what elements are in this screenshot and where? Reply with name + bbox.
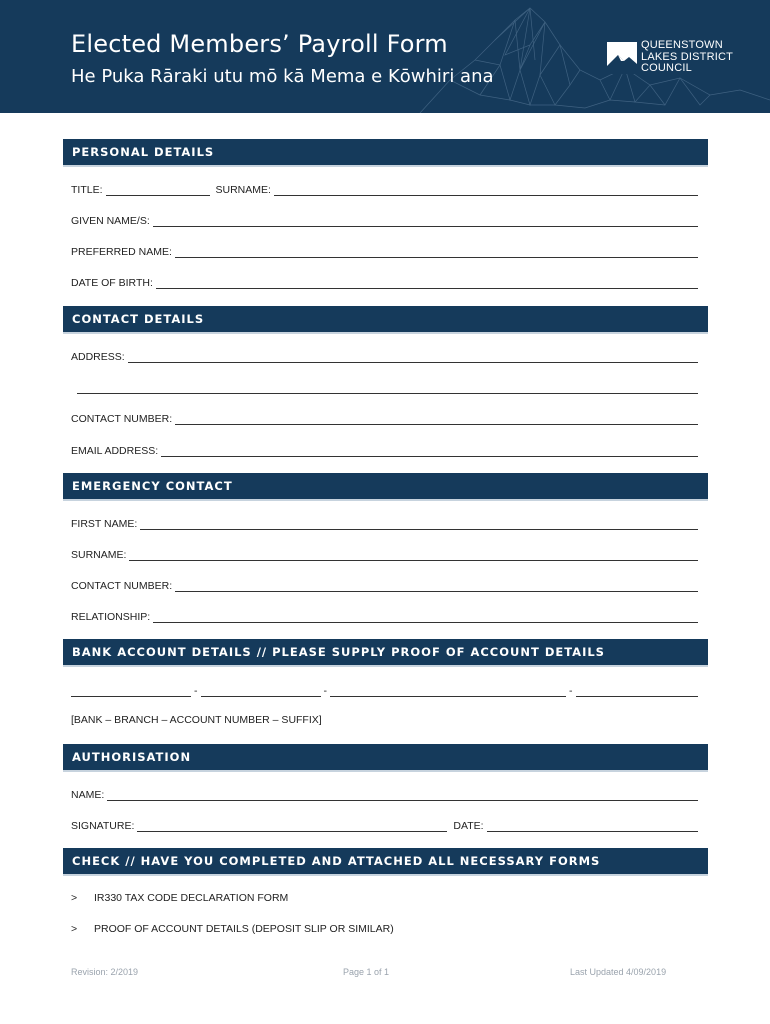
date-field[interactable] — [487, 822, 698, 832]
emergency-surname-row — [71, 547, 698, 561]
bank-account-row — [71, 683, 698, 697]
header-banner — [0, 0, 770, 113]
page-title: Elected Members’ Payroll Form — [71, 30, 448, 58]
checklist-item — [71, 892, 288, 904]
section-heading: AUTHORISATION — [72, 750, 192, 764]
mountain-logo-icon — [607, 42, 637, 74]
emergency-surname-field[interactable] — [129, 551, 698, 561]
checklist-item-label: IR330 TAX CODE DECLARATION FORM — [94, 892, 289, 904]
page-subtitle: He Puka Rāraki utu mō kā Mema e Kōwhiri ana — [71, 66, 494, 87]
emergency-first-name-label: FIRST NAME: — [71, 518, 138, 530]
auth-name-field[interactable] — [107, 791, 698, 801]
section-heading: CONTACT DETAILS — [72, 312, 205, 326]
account-number-field[interactable] — [330, 687, 566, 697]
relationship-row — [71, 609, 698, 623]
emergency-contact-number-label: CONTACT NUMBER: — [71, 580, 173, 592]
relationship-field[interactable] — [153, 613, 698, 623]
branch-field[interactable] — [201, 687, 321, 697]
email-field[interactable] — [161, 447, 698, 457]
section-authorisation — [63, 744, 708, 772]
footer-page-number: Page 1 of 1 — [343, 967, 390, 977]
given-names-row — [71, 213, 698, 227]
section-contact-details — [63, 306, 708, 334]
council-logo — [607, 40, 737, 80]
separator: - — [194, 685, 198, 697]
section-heading: PERSONAL DETAILS — [72, 145, 215, 159]
signature-date-row — [71, 818, 698, 832]
auth-name-label: NAME: — [71, 789, 105, 801]
footer-revision: Revision: 2/2019 — [71, 967, 139, 977]
surname-field[interactable] — [274, 186, 698, 196]
address-field[interactable] — [128, 353, 698, 363]
contact-number-label: CONTACT NUMBER: — [71, 413, 173, 425]
relationship-label: RELATIONSHIP: — [71, 611, 151, 623]
logo-line-2: LAKES DISTRICT — [641, 50, 734, 63]
bullet-icon: > — [71, 892, 78, 904]
preferred-name-row — [71, 244, 698, 258]
footer-last-updated: Last Updated 4/09/2019 — [570, 967, 667, 977]
section-bank-account — [63, 639, 708, 667]
bank-field[interactable] — [71, 687, 191, 697]
section-heading: CHECK // HAVE YOU COMPLETED AND ATTACHED ALL NECESSARY FORMS — [72, 854, 601, 868]
emergency-contact-number-row — [71, 578, 698, 592]
contact-number-field[interactable] — [175, 415, 698, 425]
logo-wordmark — [641, 40, 733, 75]
dob-label: DATE OF BIRTH: — [71, 277, 153, 289]
emergency-contact-number-field[interactable] — [175, 582, 698, 592]
address-line-2-row — [71, 380, 698, 394]
bullet-icon: > — [71, 923, 78, 935]
emergency-surname-label: SURNAME: — [71, 549, 127, 561]
title-field[interactable] — [106, 186, 210, 196]
dob-field[interactable] — [156, 279, 698, 289]
address-label: ADDRESS: — [71, 351, 125, 363]
surname-label: SURNAME: — [215, 184, 271, 196]
address-row — [71, 349, 698, 363]
email-row — [71, 443, 698, 457]
auth-name-row — [71, 787, 698, 801]
emergency-first-name-row — [71, 516, 698, 530]
separator: - — [323, 685, 327, 697]
section-checklist — [63, 848, 708, 876]
preferred-name-label: PREFERRED NAME: — [71, 246, 172, 258]
preferred-name-field[interactable] — [175, 248, 698, 258]
email-label: EMAIL ADDRESS: — [71, 445, 159, 457]
separator: - — [569, 685, 573, 697]
section-emergency-contact — [63, 473, 708, 501]
checklist-item-label: PROOF OF ACCOUNT DETAILS (DEPOSIT SLIP OR SIMILAR) — [94, 923, 394, 935]
checklist-item — [71, 923, 394, 935]
given-names-field[interactable] — [153, 217, 698, 227]
section-heading: BANK ACCOUNT DETAILS // PLEASE SUPPLY PROOF OF ACCOUNT DETAILS — [72, 645, 605, 659]
title-label: TITLE: — [71, 184, 103, 196]
given-names-label: GIVEN NAME/S: — [71, 215, 150, 227]
title-surname-row — [71, 182, 698, 196]
emergency-first-name-field[interactable] — [140, 520, 698, 530]
dob-row — [71, 275, 698, 289]
logo-line-1: QUEENSTOWN — [641, 39, 723, 51]
suffix-field[interactable] — [576, 687, 699, 697]
section-personal-details — [63, 139, 708, 167]
date-label: DATE: — [453, 820, 484, 832]
signature-field[interactable] — [137, 822, 447, 832]
signature-label: SIGNATURE: — [71, 820, 135, 832]
bank-format-note: [BANK – BRANCH – ACCOUNT NUMBER – SUFFIX] — [71, 714, 322, 726]
address-line-2-field[interactable] — [77, 384, 698, 394]
contact-number-row — [71, 411, 698, 425]
logo-line-3: COUNCIL — [641, 62, 692, 74]
section-heading: EMERGENCY CONTACT — [72, 479, 233, 493]
